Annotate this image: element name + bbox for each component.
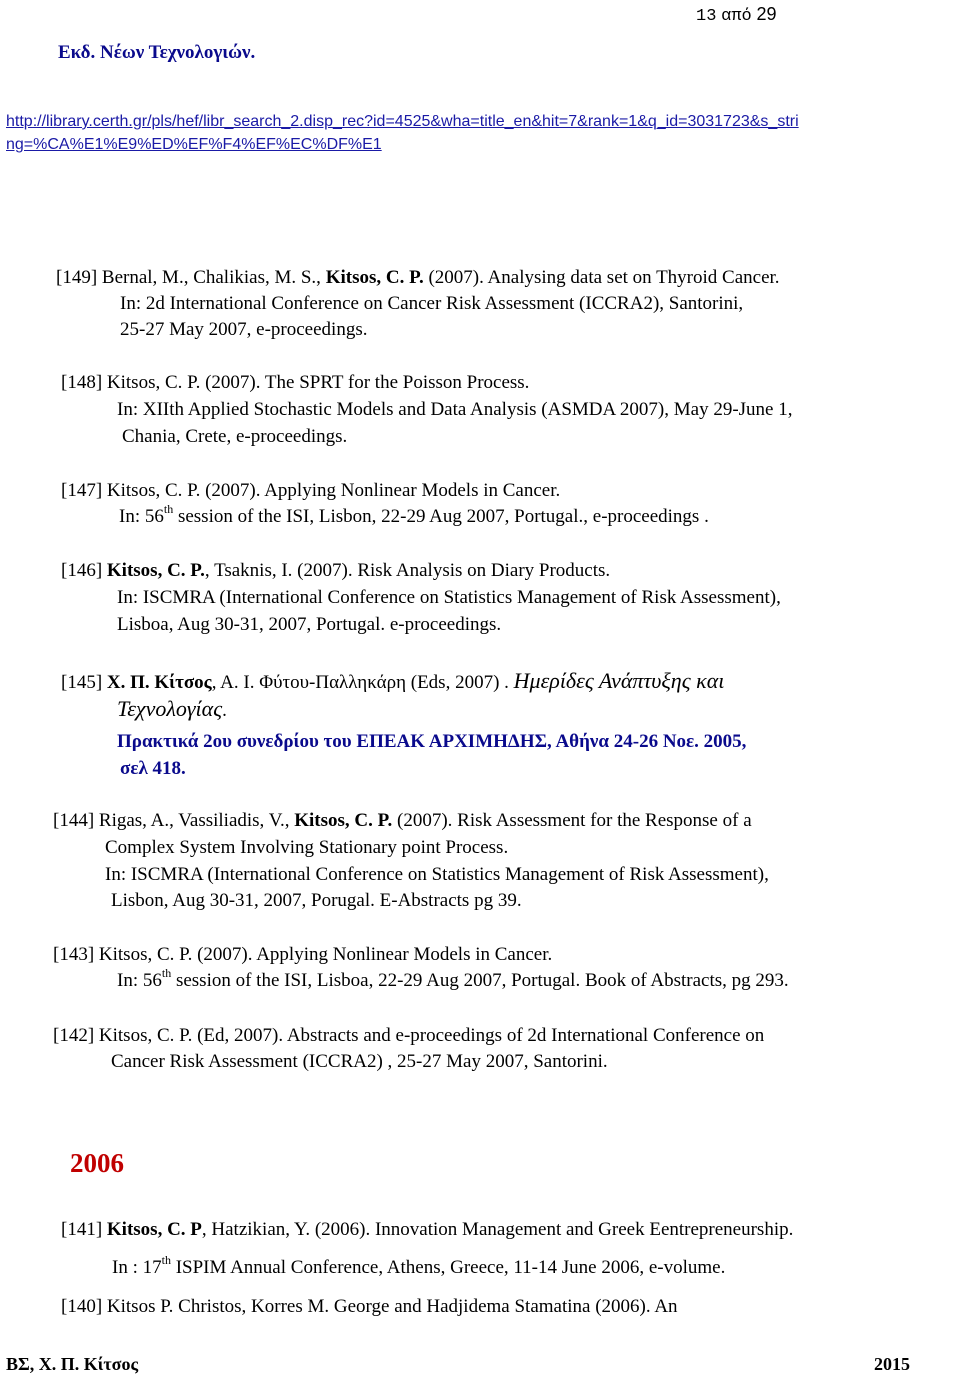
year-heading: 2006 — [70, 1148, 124, 1178]
page-sep: από — [721, 7, 752, 26]
entry-140: [140] Kitsos P. Christos, Korres M. George and Hadjidema Stamatina (2006). An — [61, 1296, 678, 1317]
entry-144 — [53, 809, 752, 833]
entry-143: [143] Kitsos, C. P. (2007). Applying Nonlinear Models in Cancer. — [53, 944, 553, 965]
author-highlight: Kitsos, C. P. — [106, 560, 205, 581]
entry-143-venue: In: 56th session of the ISI, Lisboa, 22-29 Aug 2007, Portugal. Book of Abstracts, pg 293. — [117, 965, 789, 991]
entry-147-venue: In: 56th session of the ISI, Lisbon, 22-29 Aug 2007, Portugal., e-proceedings . — [119, 501, 709, 527]
entry-146 — [61, 559, 610, 583]
entry-142: [142] Kitsos, C. P. (Ed, 2007). Abstracts and e-proceedings of 2d International Conference on — [53, 1025, 765, 1046]
entry-146-venue: In: ISCMRA (International Conference on Statistics Management of Risk Assessment), — [117, 587, 781, 608]
author-highlight: Kitsos, C. P. — [294, 810, 393, 831]
entry-title-italic: Ημερίδες Ανάπτυξης και — [513, 668, 725, 693]
entry-number: [144] — [53, 810, 95, 831]
footer-right: 2015 — [874, 1354, 910, 1374]
entry-146-detail: Lisboa, Aug 30-31, 2007, Portugal. e-proceedings. — [117, 614, 502, 635]
entry-number: [149] — [56, 267, 98, 288]
entry-144-title-cont: Complex System Involving Stationary point Process. — [105, 837, 509, 858]
entry-editors: , Α. Ι. Φύτου-Παλληκάρη (Eds, 2007) . — [211, 672, 509, 693]
entry-number: [146] — [61, 560, 103, 581]
entry-149 — [56, 266, 780, 290]
entry-title: , Tsaknis, I. (2007). Risk Analysis on Diary Products. — [204, 560, 611, 581]
entry-authors: Bernal, M., Chalikias, M. S., — [101, 267, 321, 288]
entry-title: (2007). Analysing data set on Thyroid Cancer. — [428, 267, 780, 288]
entry-145 — [61, 669, 724, 695]
entry-148-detail: Chania, Crete, e-proceedings. — [122, 426, 348, 447]
entry-148-venue: In: XIIth Applied Stochastic Models and Data Analysis (ASMDA 2007), May 29-June 1, — [117, 399, 793, 420]
author-highlight: Kitsos, C. P — [106, 1219, 202, 1240]
author-highlight: Χ. Π. Κίτσος — [106, 672, 212, 693]
entry-142-detail: Cancer Risk Assessment (ICCRA2) , 25-27 May 2007, Santorini. — [111, 1051, 608, 1072]
entry-title: (2007). Risk Assessment for the Response of a — [397, 810, 752, 831]
entry-149-detail: 25-27 May 2007, e-proceedings. — [120, 319, 368, 340]
page-counter — [696, 2, 777, 29]
entry-149-venue: In: 2d International Conference on Cancer Risk Assessment (ICCRA2), Santorini, — [120, 293, 744, 314]
page-current: 13 — [696, 7, 717, 26]
library-link-line-2[interactable]: ng=%CA%E1%E9%ED%EF%F4%EF%EC%DF%E1 — [6, 136, 382, 153]
entry-144-venue: In: ISCMRA (International Conference on Statistics Management of Risk Assessment), — [105, 864, 769, 885]
library-link-line-1[interactable]: http://library.certh.gr/pls/hef/libr_search_2.disp_rec?id=4525&wha=title_en&hit=7&rank=1&q_id=3031723&s_stri — [6, 113, 799, 130]
page-total: 29 — [756, 4, 777, 24]
entry-authors: Rigas, A., Vassiliadis, V., — [98, 810, 290, 831]
footer-left: ΒΣ, Χ. Π. Κίτσος — [6, 1354, 139, 1374]
entry-144-detail: Lisbon, Aug 30-31, 2007, Porugal. E-Abstracts pg 39. — [111, 890, 522, 911]
author-highlight: Kitsos, C. P. — [325, 267, 424, 288]
entry-145-pages: σελ 418. — [120, 758, 186, 779]
entry-145-title-cont: Τεχνολογίας. — [117, 696, 227, 721]
entry-number: [145] — [61, 672, 103, 693]
entry-141-venue: In : 17th ISPIM Annual Conference, Athens, Greece, 11-14 June 2006, e-volume. — [112, 1252, 726, 1278]
publisher-line: Εκδ. Νέων Τεχνολογιών. — [58, 42, 256, 63]
entry-title: , Hatzikian, Y. (2006). Innovation Management and Greek Eentrepreneurship. — [201, 1219, 794, 1240]
entry-141 — [61, 1218, 793, 1242]
entry-145-proceedings: Πρακτικά 2ου συνεδρίου του ΕΠΕΑΚ ΑΡΧΙΜΗΔΗΣ, Αθήνα 24-26 Νοε. 2005, — [117, 731, 747, 752]
entry-148: [148] Kitsos, C. P. (2007). The SPRT for the Poisson Process. — [61, 372, 530, 393]
entry-number: [141] — [61, 1219, 103, 1240]
entry-147: [147] Kitsos, C. P. (2007). Applying Nonlinear Models in Cancer. — [61, 480, 561, 501]
